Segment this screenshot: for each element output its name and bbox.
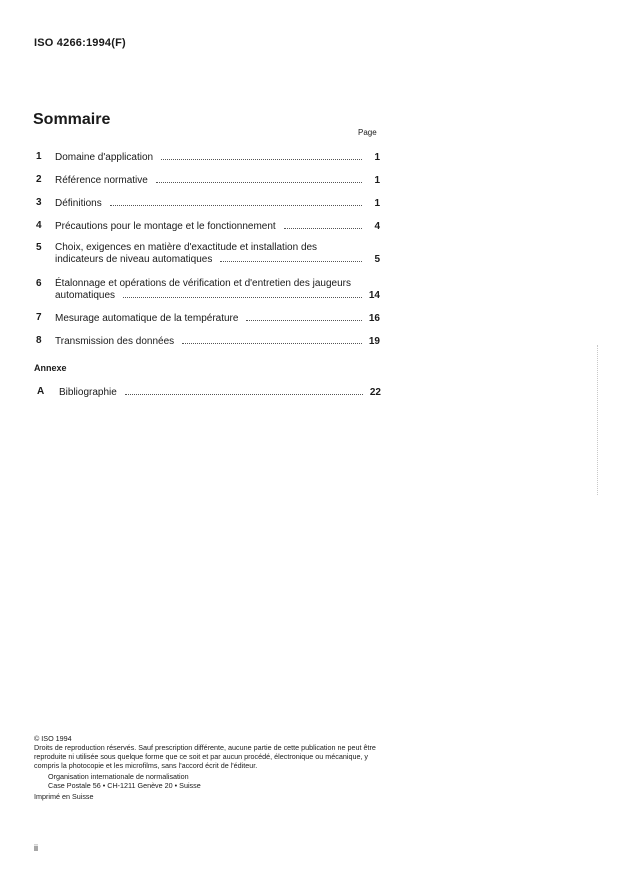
toc-entry-title-line1: Choix, exigences en matière d'exactitude et installation des [55,242,318,253]
copyright-block [34,734,384,801]
toc-entry-number: 1 [36,151,42,162]
toc-entry-title-line1: Étalonnage et opérations de vérification et d'entretien des jaugeurs [55,278,351,289]
toc-entry-title: Définitions [55,198,102,209]
toc-entry-title: Domaine d'application [55,152,154,163]
publisher-address: Case Postale 56 • CH-1211 Genève 20 • Suisse [48,781,201,790]
toc-entry-number: 7 [36,312,42,323]
toc-entry-number: 4 [36,220,42,231]
toc-entry-page: 16 [368,313,380,324]
toc-entry-number: 2 [36,174,42,185]
toc-entry-number: 3 [36,197,42,208]
toc-entry-page: 14 [368,290,380,301]
toc-entry-number: A [37,386,45,397]
toc-entry-title: Précautions pour le montage et le fonctionnement [55,221,276,232]
toc-entry-page: 1 [374,152,380,163]
copyright-line: © ISO 1994 [34,734,72,743]
toc-entry-title: Référence normative [55,175,148,186]
toc-entry-page: 4 [374,221,380,232]
scan-margin-mark [597,345,599,495]
annex-heading: Annexe [34,363,67,373]
page-column-label: Page [358,128,377,137]
page-number: ii [34,843,38,853]
toc-entry-title: automatiques [55,290,116,301]
toc-entry-page: 22 [369,387,381,398]
document-id: ISO 4266:1994(F) [34,37,126,49]
toc-entry-title: Bibliographie [59,387,117,398]
copyright-notice: Droits de reproduction réservés. Sauf prescription différente, aucune partie de cette publication ne peut être reproduite ni utilisée sous quelque forme que ce soit et par aucun procédé, électronique ou mécanique, y compris la photocopie et les microfilms, sans l'accord écrit de l'éditeur. [34,743,376,770]
publisher-name: Organisation internationale de normalisation [48,772,189,781]
printed-in: Imprimé en Suisse [34,792,94,801]
toc-entry-title: Transmission des données [55,336,175,347]
toc-entry-page: 1 [374,175,380,186]
toc-entry-page: 5 [374,254,380,265]
toc-entry-number: 5 [36,242,42,253]
page-title: Sommaire [33,111,111,128]
toc-entry-page: 19 [368,336,380,347]
toc-entry-number: 8 [36,335,42,346]
toc-entry-title: indicateurs de niveau automatiques [55,254,213,265]
toc-entry-page: 1 [374,198,380,209]
toc-entry-number: 6 [36,278,42,289]
toc-entry-title: Mesurage automatique de la température [55,313,239,324]
